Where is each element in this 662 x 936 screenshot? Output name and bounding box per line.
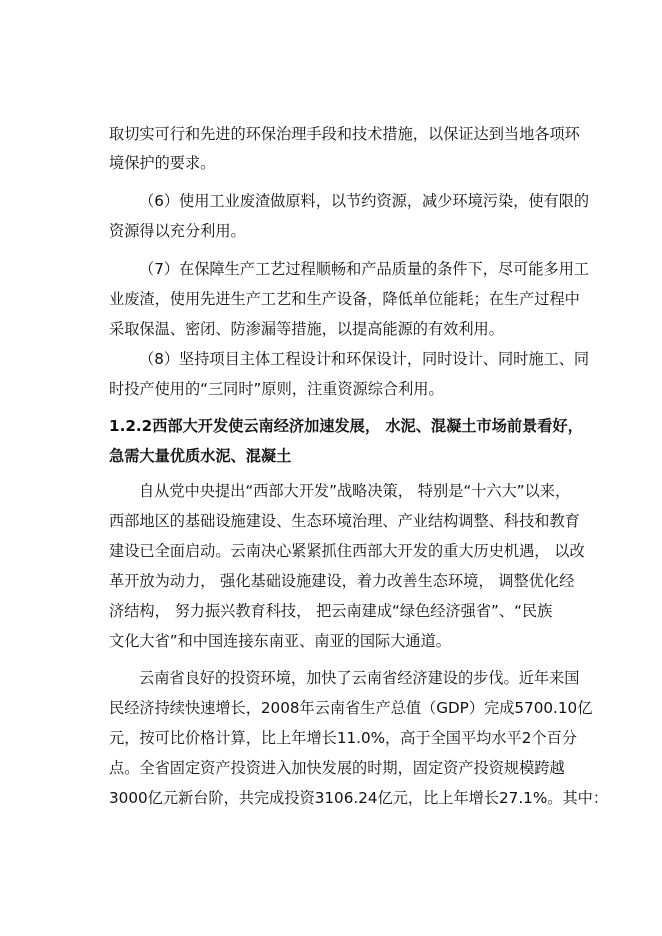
paragraph-line: （7）在保障生产工艺过程顺畅和产品质量的条件下，尽可能多用工 bbox=[139, 260, 590, 278]
paragraph-line: 自从党中央提出“西部大开发”战略决策， 特别是“十六大”以来， bbox=[139, 482, 571, 500]
paragraph-line: 文化大省”和中国连接东南亚、南亚的国际大通道。 bbox=[109, 632, 451, 650]
paragraph-line: 境保护的要求。 bbox=[109, 154, 216, 172]
paragraph-line: 资源得以充分利用。 bbox=[109, 222, 246, 240]
section-heading-line: 急需大量优质水泥、混凝土 bbox=[109, 447, 292, 465]
paragraph-line: 3000亿元新台阶，共完成投资3106.24亿元，比上年增长27.1%。其中： bbox=[109, 789, 609, 807]
section-heading-line: 1.2.2西部大开发使云南经济加速发展， 水泥、混凝土市场前景看好， bbox=[109, 417, 583, 435]
paragraph-line: 时投产使用的“三同时”原则，注重资源综合利用。 bbox=[109, 380, 444, 398]
paragraph-line: 取切实可行和先进的环保治理手段和技术措施，以保证达到当地各项环 bbox=[109, 125, 580, 143]
paragraph-line: 点。全省固定资产投资进入加快发展的时期，固定资产投资规模跨越 bbox=[109, 759, 565, 777]
paragraph-line: 民经济持续快速增长，2008年云南省生产总值（GDP）完成5700.10亿 bbox=[109, 699, 593, 717]
paragraph-line: 业废渣，使用先进生产工艺和生产设备，降低单位能耗；在生产过程中 bbox=[109, 290, 580, 308]
paragraph-line: 革开放为动力， 强化基础设施建设，着力改善生态环境， 调整优化经 bbox=[109, 572, 575, 590]
paragraph-line: 建设已全面启动。云南决心紧紧抓住西部大开发的重大历史机遇， 以改 bbox=[109, 542, 585, 560]
paragraph-line: 济结构， 努力振兴教育科技， 把云南建成“绿色经济强省”、“民族 bbox=[109, 602, 553, 620]
paragraph-line: 采取保温、密闭、防渗漏等措施，以提高能源的有效利用。 bbox=[109, 320, 504, 338]
paragraph-line: 西部地区的基础设施建设、生态环境治理、产业结构调整、科技和教育 bbox=[109, 512, 580, 530]
paragraph-line: 元，按可比价格计算，比上年增长11.0%，高于全国平均水平2个百分 bbox=[109, 729, 577, 747]
paragraph-line: （8）坚持项目主体工程设计和环保设计，同时设计、同时施工、同 bbox=[139, 350, 590, 368]
paragraph-line: （6）使用工业废渣做原料，以节约资源，减少环境污染，使有限的 bbox=[139, 192, 590, 210]
paragraph-line: 云南省良好的投资环境，加快了云南省经济建设的步伐。近年来国 bbox=[139, 669, 580, 687]
